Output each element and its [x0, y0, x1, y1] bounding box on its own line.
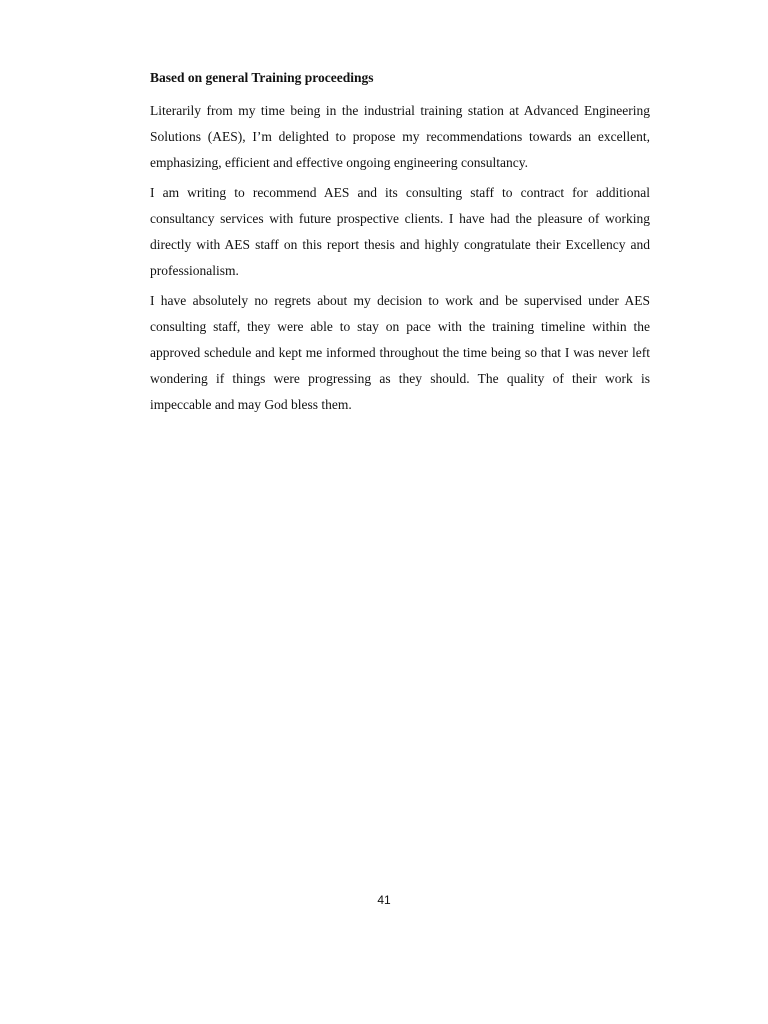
page-number: 41: [377, 893, 391, 907]
page-content: [150, 68, 650, 422]
paragraph-2: I am writing to recommend AES and its consulting staff to contract for additional consultancy services with future prospective clients. I have had the pleasure of working directly with AES staff on this report thesis and highly congratulate their Excellency and professionalism.: [150, 185, 650, 278]
section-heading: Based on general Training proceedings: [150, 70, 374, 85]
paragraph-3: I have absolutely no regrets about my decision to work and be supervised under AES consulting staff, they were able to stay on pace with the training timeline within the approved schedule and kept me informed throughout the time being so that I was never left wondering if things were progressing as they should. The quality of their work is impeccable and may God bless them.: [150, 293, 650, 412]
paragraph-1: Literarily from my time being in the industrial training station at Advanced Engineering Solutions (AES), I’m delighted to propose my recommendations towards an excellent, emphasizing, efficient and effective ongoing engineering consultancy.: [150, 103, 650, 170]
